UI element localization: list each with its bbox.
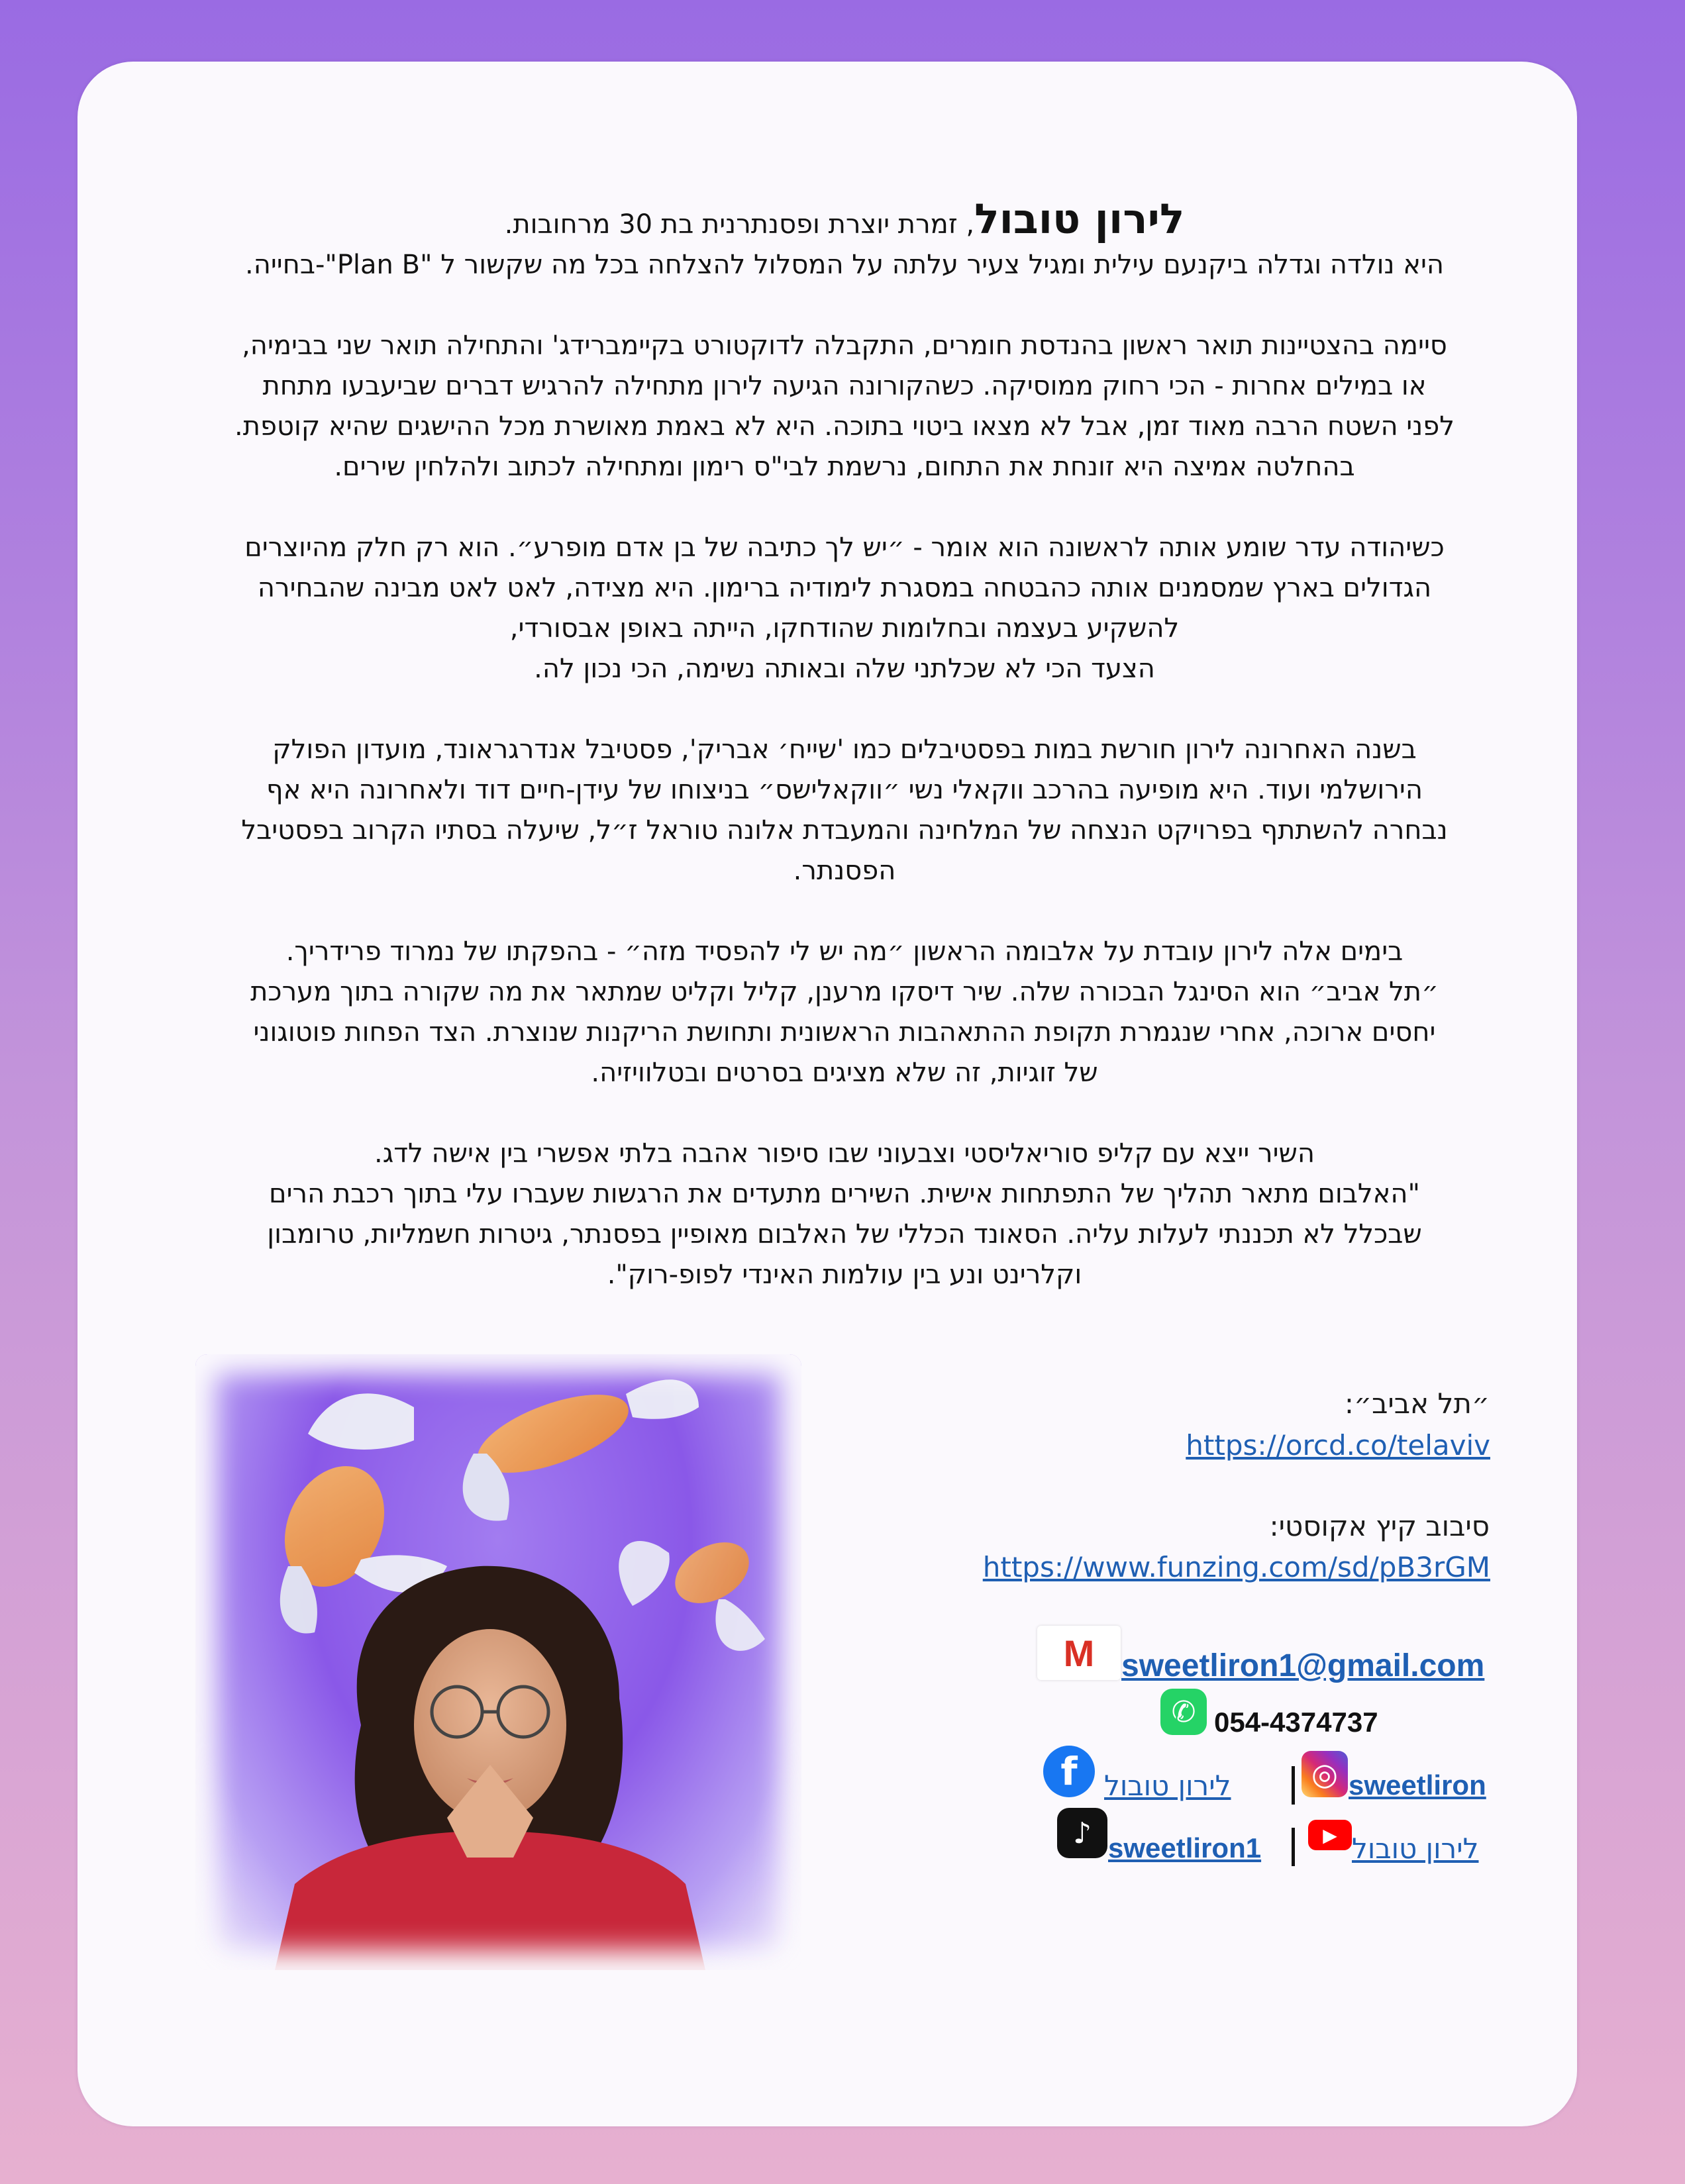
bio-line: השיר ייצא עם קליפ סוריאליסטי וצבעוני שבו סיפור אהבה בלתי אפשרי בין אישה לדג. <box>374 1138 1315 1169</box>
facebook-link[interactable]: לירון טובול <box>1104 1769 1231 1802</box>
bio-line: שבכלל לא תכננתי לעלות עליה. הסאונד הכללי של האלבום מאופיין בפסנתר, גיטרות חשמליות, טרומבון <box>267 1219 1422 1250</box>
phone-number: 054-4374737 <box>1214 1707 1378 1738</box>
intro-rest: , זמרת יוצרת ופסנתרנית בת 30 מרחובות. <box>504 209 975 240</box>
intro-line <box>199 195 1490 245</box>
instagram-icon[interactable] <box>1302 1751 1348 1797</box>
bio-line: בשנה האחרונה לירון חורשת במות בפסטיבלים כמו 'שייח׳ אבריק', פסטיבל אנדרגראונד, מועדון הפולק <box>272 734 1417 765</box>
bio-paragraph-3 <box>199 528 1490 689</box>
email-link[interactable]: sweetliron1@gmail.com <box>1121 1648 1485 1683</box>
bio-line: או במילים אחרות - הכי רחוק ממוסיקה. כשהקורונה הגיעה לירון מתחילה להרגיש דברים שביעבעו מתחת <box>262 371 1427 401</box>
bio-line: וקלרינט ונע בין עולמות האינדי לפופ-רוק". <box>607 1260 1082 1290</box>
youtube-icon[interactable] <box>1308 1820 1352 1850</box>
whatsapp-icon <box>1160 1689 1207 1735</box>
bio-line: יחסים ארוכה, אחרי שנגמרת תקופת ההתאהבות הראשונית ותחושת הריקנות שנוצרת. הצד הפחות פוטוגוני <box>253 1017 1436 1048</box>
gmail-icon <box>1037 1626 1121 1680</box>
bio-paragraph-5 <box>199 932 1490 1093</box>
tiktok-glyph: ♪ <box>1072 1816 1092 1850</box>
acoustic-tour-link[interactable]: https://www.funzing.com/sd/pB3rGM <box>982 1551 1490 1583</box>
gmail-glyph: M <box>1063 1632 1095 1674</box>
bio-paragraph-6 <box>199 1134 1490 1295</box>
bio-line: בימים אלה לירון עובדת על אלבומה הראשון ״מה יש לי להפסיד מזה״ - בהפקתו של נמרוד פרידריך. <box>285 936 1404 967</box>
bio-line: הגדולים בארץ שמסמנים אותה כהבטחה במסגרת לימודיה ברימון. היא מצידה, לאט לאט מבינה שהבחירה <box>257 573 1432 603</box>
bio-line: סיימה בהצטיינות תואר ראשון בהנדסת חומרים, התקבלה לדוקטורט בקיימברידג' והתחילה תואר שני בבימיה, <box>242 330 1447 361</box>
social-divider-2 <box>1292 1828 1295 1866</box>
bio-text <box>199 195 1490 1336</box>
bio-line: בהחלטה אמיצה היא זונחת את התחום, נרשמת לבי"ס רימון ומתחילה לכתוב ולהלחין שירים. <box>334 452 1355 482</box>
acoustic-tour-label: סיבוב קיץ אקוסטי: <box>1269 1510 1490 1542</box>
artist-photo <box>195 1354 801 1970</box>
bio-line: נבחרה להשתתף בפרויקט הנצחה של המלחינה והמעבדת אלונה טוראל ז״ל, שיעלה בסתיו הקרוב בפסטיבל <box>241 815 1448 846</box>
tiktok-link[interactable]: sweetliron1 <box>1108 1832 1262 1863</box>
bio-paragraph-intro <box>199 195 1490 285</box>
social-divider <box>1292 1766 1295 1805</box>
bio-line: להשקיע בעצמה ובחלומות שהודחקו, הייתה באופן אבסורדי, <box>509 613 1180 644</box>
bio-paragraph-4 <box>199 730 1490 891</box>
youtube-glyph: ▶ <box>1323 1824 1337 1846</box>
bio-line: ״תל אביב״ הוא הסינגל הבכורה שלה. שיר דיסקו מרענן, קליל וקליט שמתאר את מה שקורה בתוך מערכת <box>250 977 1439 1007</box>
bio-line: כשיהודה עדר שומע אותה לראשונה הוא אומר - ״יש לך כתיבה של בן אדם מופרע״. הוא רק חלק מהיוצרים <box>244 532 1445 563</box>
bio-paragraph-2 <box>199 326 1490 487</box>
facebook-glyph: f <box>1060 1749 1078 1794</box>
bio-line: הצעד הכי לא שכלתני שלה ובאותה נשימה, הכי נכון לה. <box>534 654 1155 684</box>
instagram-link[interactable]: sweetliron <box>1349 1769 1486 1801</box>
instagram-glyph: ◎ <box>1311 1756 1339 1792</box>
intro-line-2: היא נולדה וגדלה ביקנעם עילית ומגיל צעיר עלתה על המסלול להצלחה בכל מה שקשור ל "Plan B"-בחייה. <box>244 250 1445 280</box>
bio-line: של זוגיות, זה שלא מציגים בסרטים ובטלוויזיה. <box>591 1058 1098 1088</box>
whatsapp-glyph: ✆ <box>1171 1695 1196 1729</box>
bio-line: "האלבום מתאר תהליך של התפתחות אישית. השירים מתעדים את הרגשות שעברו עלי בתוך רכבת הרים <box>269 1179 1420 1209</box>
bio-line: הירושלמי ועוד. היא מופיעה בהרכב ווקאלי נשי ״ווקאלישס״ בניצוחו של עידן-חיים דוד ולאחרונה היא אף <box>266 775 1423 805</box>
telaviv-link[interactable]: https://orcd.co/telaviv <box>1186 1429 1490 1462</box>
artist-name: לירון טובול <box>974 195 1185 243</box>
facebook-icon[interactable] <box>1043 1746 1095 1797</box>
telaviv-label: ״תל אביב״: <box>1344 1387 1490 1420</box>
bio-line: לפני השטח הרבה מאוד זמן, אבל לא מצאו ביטוי בתוכה. היא לא באמת מאושרת מכל ההישגים שהיא קוטפת. <box>234 411 1455 442</box>
bio-line: הפסנתר. <box>793 856 896 886</box>
photo-fade <box>195 1354 801 1970</box>
youtube-link[interactable]: לירון טובול <box>1352 1832 1479 1865</box>
tiktok-icon[interactable] <box>1057 1808 1107 1858</box>
